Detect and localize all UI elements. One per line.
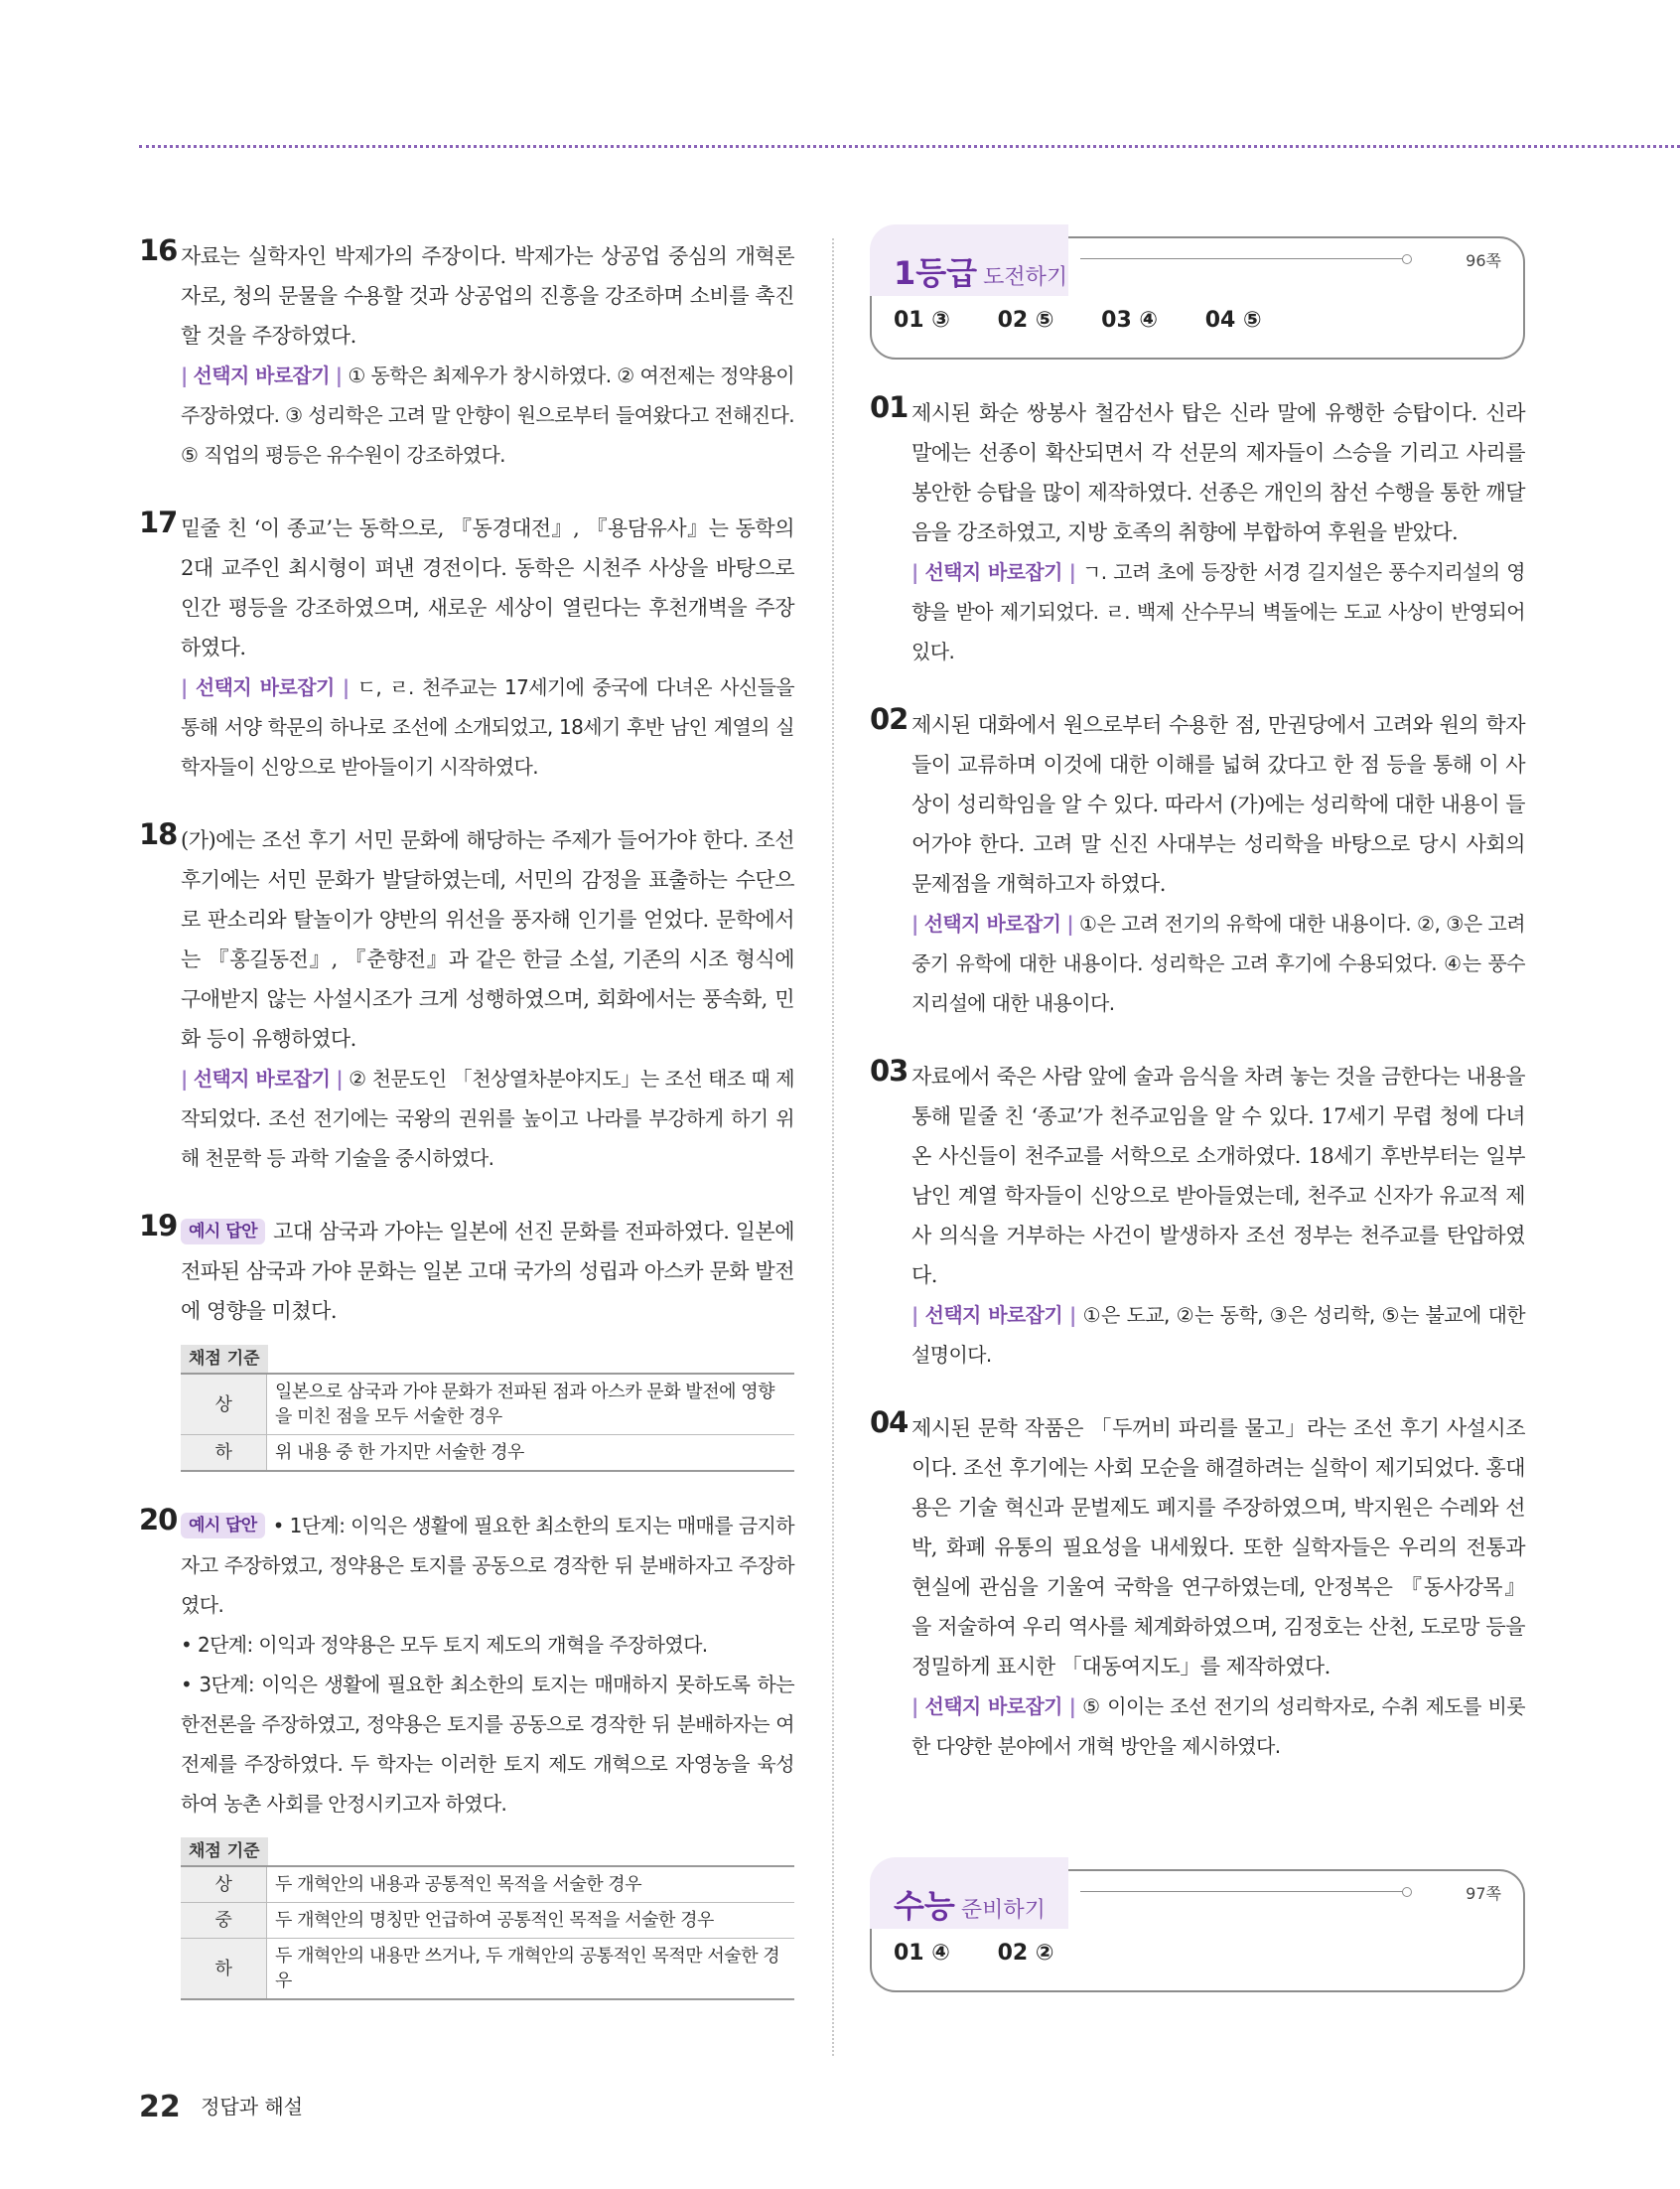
box-header-dot: [1402, 1887, 1412, 1897]
choice-correction: | 선택지 바로잡기 | ① 동학은 최제우가 창시하였다. ② 여전제는 정약용이 주장하였다. ③ 성리학은 고려 말 안향이 원으로부터 들여왔다고 전해진다. ⑤ 직업의 평등은 유수원이 강조하였다.: [181, 364, 795, 467]
answer-item-17: [139, 506, 795, 787]
rubric-table: [181, 1373, 794, 1472]
explanation-text: 자료에서 죽은 사람 앞에 술과 음식을 차려 놓는 것을 금한다는 내용을 통해 밑줄 친 ‘종교’가 천주교임을 알 수 있다. 17세기 무렵 청에 다녀온 사신들이 천주교를 서학으로 소개하였다. 18세기 후반부터는 일부 남인 계열 학자들이 신앙으로 받아들였는데, 천주교 신자가 유교적 제사 의식을 거부하는 사건이 발생하자 조선 정부는 천주교를 탄압하였다.: [911, 1065, 1525, 1287]
question-number: 19: [139, 1209, 178, 1242]
answer-item-01: [870, 390, 1525, 671]
question-number: 02: [870, 702, 909, 736]
rubric-title: 채점 기준: [181, 1837, 268, 1865]
page-number: 22: [139, 2090, 181, 2124]
question-number: 18: [139, 817, 178, 851]
scoring-rubric: [181, 1837, 794, 2000]
left-column: [139, 233, 795, 2034]
correction-text: ⑤ 이이는 조선 전기의 성리학자로, 수취 제도를 비롯한 다양한 분야에서 개혁 방안을 제시하였다.: [911, 1694, 1525, 1758]
page-reference: 96쪽: [1466, 251, 1501, 270]
answer-key: [894, 308, 1302, 333]
choice-correction: | 선택지 바로잡기 | ①은 고려 전기의 유학에 대한 내용이다. ②, ③은 고려 중기 유학에 대한 내용이다. 성리학은 고려 후기에 수용되었다. ④는 풍수지리설에 대한 내용이다.: [911, 912, 1525, 1015]
rubric-row: [181, 1435, 794, 1472]
box-title: 1등급 도전하기: [894, 254, 1068, 292]
answer-item-19: [139, 1209, 794, 1472]
box-subtitle: 도전하기: [983, 265, 1068, 290]
column-divider: [832, 238, 834, 2056]
rubric-level: 중: [181, 1903, 267, 1939]
step-1-text: • 1단계: 이익은 생활에 필요한 최소한의 토지는 매매를 금지하자고 주장하였고, 정약용은 토지를 공동으로 경작한 뒤 분배하자고 주장하였다.: [181, 1514, 794, 1617]
correction-label: 선택지 바로잡기: [193, 364, 330, 387]
rubric-row: [181, 1939, 794, 2000]
footer-label: 정답과 해설: [201, 2095, 304, 2118]
correction-text: ① 동학은 최제우가 창시하였다. ② 여전제는 정약용이 주장하였다. ③ 성리학은 고려 말 안향이 원으로부터 들여왔다고 전해진다. ⑤ 직업의 평등은 유수원이 강조하였다.: [181, 364, 795, 467]
choice-correction: | 선택지 바로잡기 | ㄱ. 고려 초에 등장한 서경 길지설은 풍수지리설의 영향을 받아 제기되었다. ㄹ. 백제 산수무늬 벽돌에는 도교 사상이 반영되어 있다.: [911, 560, 1525, 663]
answer-02: 02 ②: [997, 1941, 1054, 1966]
rubric-level: 하: [181, 1939, 267, 2000]
question-number: 04: [870, 1405, 909, 1439]
correction-label: 선택지 바로잡기: [193, 1067, 331, 1091]
answer-01: 01 ④: [894, 1941, 950, 1966]
answer-01: 01 ③: [894, 308, 950, 333]
correction-text: ② 천문도인 「천상열차분야지도」는 조선 태조 때 제작되었다. 조선 전기에는 국왕의 권위를 높이고 나라를 부강하게 하기 위해 천문학 등 과학 기술을 중시하였다.: [181, 1067, 794, 1170]
challenge-answer-box: [870, 236, 1525, 360]
rubric-row: [181, 1866, 794, 1903]
correction-label: 선택지 바로잡기: [924, 560, 1062, 584]
rubric-row: [181, 1903, 794, 1939]
rubric-level: 상: [181, 1374, 267, 1435]
page-footer: [139, 2090, 303, 2124]
page-reference: 97쪽: [1466, 1884, 1501, 1903]
example-answer-badge: 예시 답안: [181, 1219, 265, 1244]
rubric-desc: 두 개혁안의 명칭만 언급하여 공통적인 목적을 서술한 경우: [267, 1903, 795, 1939]
answer-item-18: [139, 817, 794, 1178]
answer-03: 03 ④: [1101, 308, 1159, 333]
correction-label: 선택지 바로잡기: [924, 1694, 1062, 1718]
suneung-answer-box-wrapper: [870, 1869, 1525, 2026]
answer-item-02: [870, 702, 1525, 1023]
rubric-level: 상: [181, 1866, 267, 1903]
question-number: 03: [870, 1054, 909, 1088]
rubric-desc: 두 개혁안의 내용만 쓰거나, 두 개혁안의 공통적인 목적만 서술한 경우: [267, 1939, 795, 2000]
answer-item-20: [139, 1503, 794, 2000]
rubric-desc: 일본으로 삼국과 가야 문화가 전파된 점과 아스카 문화 발전에 영향을 미친 점을 모두 서술한 경우: [267, 1374, 795, 1435]
step-2-text: • 2단계: 이익과 정약용은 모두 토지 제도의 개혁을 주장하였다.: [181, 1633, 708, 1657]
choice-correction: | 선택지 바로잡기 | ㄷ, ㄹ. 천주교는 17세기에 중국에 다녀온 사신들을 통해 서양 학문의 하나로 조선에 소개되었고, 18세기 후반 남인 계열의 실학자들이 신앙으로 받아들이기 시작하였다.: [181, 675, 795, 779]
rubric-table: [181, 1865, 794, 2000]
step-3-text: • 3단계: 이익은 생활에 필요한 최소한의 토지는 매매하지 못하도록 하는 한전론을 주장하였고, 정약용은 토지를 공동으로 경작한 뒤 분배하자는 여전제를 주장하였다. 두 학자는 이러한 토지 제도 개혁으로 자영농을 육성하여 농촌 사회를 안정시키고자 하였다.: [181, 1673, 794, 1816]
explanation-text: 제시된 문학 작품은 「두꺼비 파리를 물고」라는 조선 후기 사설시조이다. 조선 후기에는 사회 모순을 해결하려는 실학이 제기되었다. 홍대용은 기술 혁신과 문벌제도 폐지를 주장하였으며, 박지원은 수레와 선박, 화폐 유통의 필요성을 내세웠다. 또한 실학자들은 우리의 전통과 현실에 관심을 기울여 국학을 연구하였는데, 안정복은 『동사강목』을 저술하여 우리 역사를 체계화하였으며, 김정호는 산천, 도로망 등을 정밀하게 표시한 「대동여지도」를 제작하였다.: [911, 1416, 1525, 1678]
question-number: 16: [139, 233, 178, 267]
box-header-dot: [1402, 254, 1412, 264]
explanation-text: 밑줄 친 ‘이 종교’는 동학으로, 『동경대전』, 『용담유사』는 동학의 2대 교주인 최시형이 펴낸 경전이다. 동학은 시천주 사상을 바탕으로 인간 평등을 강조하였으며, 새로운 세상이 열린다는 후천개벽을 주장하였다.: [181, 516, 794, 659]
box-subtitle: 준비하기: [960, 1898, 1046, 1923]
rubric-level: 하: [181, 1435, 267, 1472]
example-answer-badge: 예시 답안: [181, 1513, 265, 1538]
rubric-desc: 두 개혁안의 내용과 공통적인 목적을 서술한 경우: [267, 1866, 795, 1903]
answer-item-16: [139, 233, 795, 475]
answer-04: 04 ⑤: [1204, 308, 1262, 333]
choice-correction: | 선택지 바로잡기 | ⑤ 이이는 조선 전기의 성리학자로, 수취 제도를 비롯한 다양한 분야에서 개혁 방안을 제시하였다.: [911, 1694, 1525, 1758]
answer-02: 02 ⑤: [997, 308, 1054, 333]
correction-text: ㄱ. 고려 초에 등장한 서경 길지설은 풍수지리설의 영향을 받아 제기되었다. ㄹ. 백제 산수무늬 벽돌에는 도교 사상이 반영되어 있다.: [911, 560, 1525, 663]
correction-text: ㄷ, ㄹ. 천주교는 17세기에 중국에 다녀온 사신들을 통해 서양 학문의 하나로 조선에 소개되었고, 18세기 후반 남인 계열의 실학자들이 신앙으로 받아들이기 시작하였다.: [181, 675, 795, 779]
explanation-text: 제시된 화순 쌍봉사 철감선사 탑은 신라 말에 유행한 승탑이다. 신라 말에는 선종이 확산되면서 각 선문의 제자들이 스승을 기리고 사리를 봉안한 승탑을 많이 제작하였다. 선종은 개인의 참선 수행을 통한 깨달음을 강조하였고, 지방 호족의 취향에 부합하여 후원을 받았다.: [911, 401, 1525, 544]
question-number: 17: [139, 506, 178, 539]
explanation-text: 고대 삼국과 가야는 일본에 선진 문화를 전파하였다. 일본에 전파된 삼국과 가야 문화는 일본 고대 국가의 성립과 아스카 문화 발전에 영향을 미쳤다.: [181, 1220, 794, 1323]
correction-text: ①은 도교, ②는 동학, ③은 성리학, ⑤는 불교에 대한 설명이다.: [911, 1303, 1526, 1367]
choice-correction: | 선택지 바로잡기 | ② 천문도인 「천상열차분야지도」는 조선 태조 때 제작되었다. 조선 전기에는 국왕의 권위를 높이고 나라를 부강하게 하기 위해 천문학 등 과학 기술을 중시하였다.: [181, 1067, 794, 1170]
explanation-text: 제시된 대화에서 원으로부터 수용한 점, 만권당에서 고려와 원의 학자들이 교류하며 이것에 대한 이해를 넓혀 갔다고 한 점 등을 통해 이 사상이 성리학임을 알 수 있다. 따라서 (가)에는 성리학에 대한 내용이 들어가야 한다. 고려 말 신진 사대부는 성리학을 바탕으로 당시 사회의 문제점을 개혁하고자 하였다.: [911, 713, 1525, 896]
box-header-line: [1080, 258, 1404, 259]
answer-item-03: [870, 1054, 1526, 1375]
choice-correction: | 선택지 바로잡기 | ①은 도교, ②는 동학, ③은 성리학, ⑤는 불교에 대한 설명이다.: [911, 1303, 1526, 1367]
correction-text: ①은 고려 전기의 유학에 대한 내용이다. ②, ③은 고려 중기 유학에 대한 내용이다. 성리학은 고려 후기에 수용되었다. ④는 풍수지리설에 대한 내용이다.: [911, 912, 1525, 1015]
correction-label: 선택지 바로잡기: [923, 912, 1061, 936]
answer-item-04: [870, 1405, 1525, 1766]
explanation-text: (가)에는 조선 후기 서민 문화에 해당하는 주제가 들어가야 한다. 조선 후기에는 서민 문화가 발달하였는데, 서민의 감정을 표출하는 수단으로 판소리와 탈놀이가 양반의 위선을 풍자해 인기를 얻었다. 문학에서는 『홍길동전』, 『춘향전』과 같은 한글 소설, 기존의 시조 형식에 구애받지 않는 사설시조가 크게 성행하였으며, 회화에서는 풍속화, 민화 등이 유행하였다.: [181, 828, 794, 1051]
box-title: 수능 준비하기: [894, 1887, 1046, 1925]
rubric-desc: 위 내용 중 한 가지만 서술한 경우: [267, 1435, 795, 1472]
suneung-answer-box: [870, 1869, 1525, 1992]
right-column: [870, 236, 1525, 1800]
answer-key: [894, 1941, 1093, 1966]
scoring-rubric: [181, 1345, 794, 1472]
rubric-title: 채점 기준: [181, 1345, 268, 1373]
question-number: 01: [870, 390, 909, 424]
correction-label: 선택지 바로잡기: [195, 675, 335, 699]
top-dotted-rule: [139, 145, 1680, 148]
rubric-row: [181, 1374, 794, 1435]
question-number: 20: [139, 1503, 178, 1536]
box-header-line: [1080, 1891, 1404, 1892]
explanation-text: 자료는 실학자인 박제가의 주장이다. 박제가는 상공업 중심의 개혁론자로, 청의 문물을 수용할 것과 상공업의 진흥을 강조하며 소비를 촉진할 것을 주장하였다.: [181, 244, 794, 348]
correction-label: 선택지 바로잡기: [924, 1303, 1063, 1327]
